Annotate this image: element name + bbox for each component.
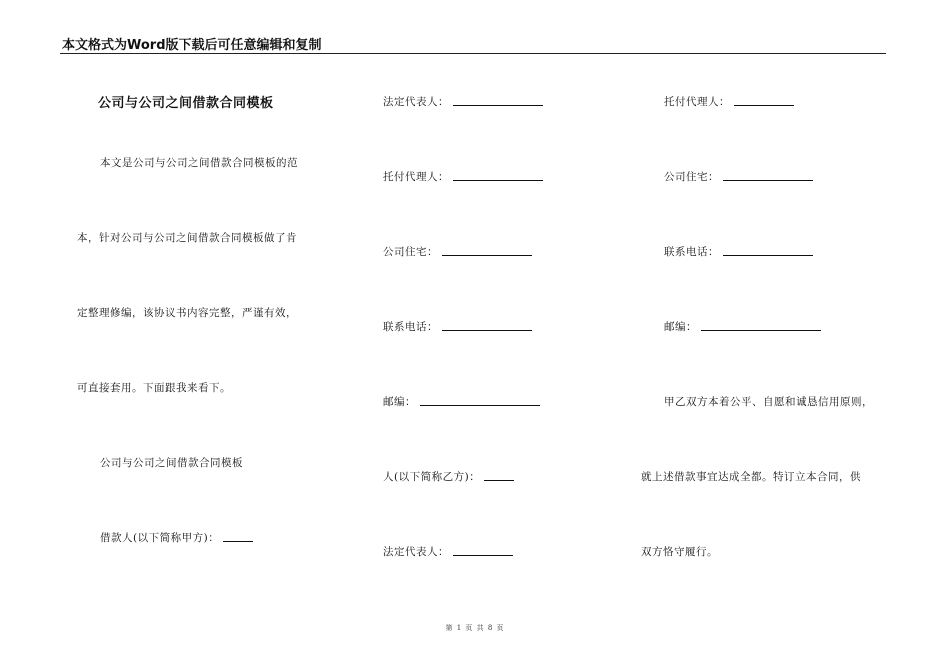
phone-field — [664, 244, 813, 259]
fill-blank — [420, 395, 540, 406]
paragraph-line: 甲乙双方本着公平、自愿和诚恳信用原则， — [664, 396, 873, 408]
fill-blank — [442, 320, 532, 331]
postcode-field — [383, 394, 540, 409]
agent-field — [664, 94, 794, 109]
paragraph-line: 双方恪守履行。 — [641, 546, 718, 558]
page-header: 本文格式为Word版下载后可任意编辑和复制 — [62, 38, 322, 53]
fill-blank — [442, 245, 532, 256]
header-divider — [60, 53, 886, 54]
fill-blank — [223, 531, 253, 542]
fill-blank — [453, 95, 543, 106]
field-label: 人(以下简称乙方)： — [383, 471, 481, 483]
field-label: 联系电话： — [383, 321, 438, 333]
field-label: 法定代表人： — [383, 96, 449, 108]
phone-field — [383, 319, 532, 334]
borrower-field — [100, 530, 253, 545]
address-field — [664, 169, 813, 184]
field-label: 邮编： — [664, 321, 697, 333]
field-label: 邮编： — [383, 396, 416, 408]
paragraph-line: 本，针对公司与公司之间借款合同模板做了肯 — [77, 232, 297, 244]
field-label: 托付代理人： — [664, 96, 730, 108]
field-label: 联系电话： — [664, 246, 719, 258]
fill-blank — [453, 170, 543, 181]
field-label: 公司住宅： — [664, 171, 719, 183]
postcode-field — [664, 319, 821, 334]
borrower-label: 借款人(以下简称甲方)： — [100, 532, 220, 544]
agent-field — [383, 169, 543, 184]
paragraph-line: 可直接套用。下面跟我来看下。 — [77, 382, 231, 394]
paragraph-line: 就上述借款事宜达成全都。特订立本合同，供 — [641, 471, 861, 483]
page-footer: 第 1 页 共 8 页 — [445, 624, 505, 632]
legal-rep-field — [383, 544, 513, 559]
field-label: 托付代理人： — [383, 171, 449, 183]
section-heading: 公司与公司之间借款合同模板 — [100, 457, 243, 469]
fill-blank — [723, 245, 813, 256]
address-field — [383, 244, 532, 259]
fill-blank — [484, 470, 514, 481]
document-title: 公司与公司之间借款合同模板 — [98, 96, 274, 111]
field-label: 法定代表人： — [383, 546, 449, 558]
fill-blank — [734, 95, 794, 106]
lender-field — [383, 469, 514, 484]
fill-blank — [701, 320, 821, 331]
paragraph-line: 定整理修编，该协议书内容完整，严谨有效， — [77, 307, 297, 319]
paragraph-line: 本文是公司与公司之间借款合同模板的范 — [100, 157, 298, 169]
fill-blank — [453, 545, 513, 556]
field-label: 公司住宅： — [383, 246, 438, 258]
fill-blank — [723, 170, 813, 181]
legal-rep-field — [383, 94, 543, 109]
